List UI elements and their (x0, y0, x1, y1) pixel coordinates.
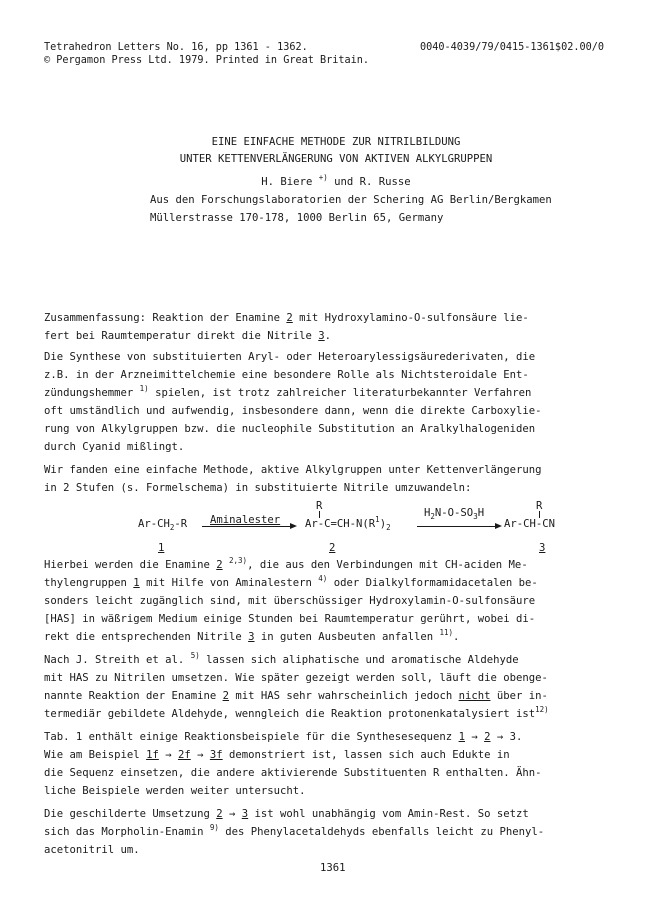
compound-3-bond (539, 511, 540, 518)
para3-line-4: [HAS] in wäßrigem Medium einige Stunden bei Raumtemperatur gerührt, wobei di- (44, 613, 536, 625)
reaction-arrow-1-head (290, 523, 297, 529)
para3-line-5: rekt die entsprechenden Nitrile 3 in guten Ausbeuten anfallen $^{11)}$. (44, 628, 460, 643)
author-1: H. Biere (261, 176, 313, 188)
reference-mark: 12) (535, 705, 549, 714)
journal-citation: Tetrahedron Letters No. 16, pp 1361 - 1362. (44, 42, 308, 53)
reference-mark: 1) (139, 384, 149, 393)
para2-line-2: in 2 Stufen (s. Formelschema) in substituierte Nitrile umzuwandeln: (44, 482, 472, 494)
reference-mark: 9) (209, 823, 219, 832)
para4-line-2: mit HAS zu Nitrilen umsetzen. Wie später gezeigt werden soll, läuft die obenge- (44, 672, 548, 684)
author-1-mark: +) (318, 173, 328, 182)
compound-2-substituent: R (316, 500, 323, 512)
para5-line-3: die Sequenz einsetzen, die andere aktivierende Substituenten R enthalten. Ähn- (44, 767, 542, 779)
article-code: 0040-4039/79/0415-1361$02.00/0 (420, 42, 605, 53)
reaction-arrow-2-head (495, 523, 502, 529)
compound-3-formula: Ar-CH-CN (504, 518, 556, 530)
para1-line-5: rung von Alkylgruppen bzw. die nucleophile Substitution an Aralkylhalogeniden (44, 423, 536, 435)
para4-line-1: Nach J. Streith et al. $^{5)}$ lassen sich aliphatische und aromatische Aldehyde (44, 651, 519, 666)
para1-line-3: zündungshemmer $^{1)}$ spielen, ist trotz zahlreicher literaturbekannter Verfahren (44, 384, 532, 399)
compound-ref: 2 (286, 312, 293, 324)
para3-line-2: thylengruppen 1 mit Hilfe von Aminalestern $^{4)}$ oder Dialkylformamidacetalen be- (44, 574, 538, 589)
para1-line-4: oft umständlich und aufwendig, insbesondere dann, wenn die direkte Carboxylie- (44, 405, 542, 417)
reference-mark: 5) (190, 651, 200, 660)
compound-ref: 3 (318, 330, 325, 342)
para4-line-3: nannte Reaktion der Enamine 2 mit HAS sehr wahrscheinlich jedoch nicht über in- (44, 690, 548, 702)
reagent-aminalester: Aminalester (210, 514, 281, 526)
para5-line-4: liche Beispiele werden weiter untersucht. (44, 785, 306, 797)
compound-3-substituent: R (536, 500, 543, 512)
title-line-2: UNTER KETTENVERLÄNGERUNG VON AKTIVEN ALKYLGRUPPEN (179, 153, 493, 165)
para5-line-1: Tab. 1 enthält einige Reaktionsbeispiele für die Synthesesequenz 1 → 2 → 3. (44, 731, 523, 743)
summary-line-1: Zusammenfassung: Reaktion der Enamine 2 mit Hydroxylamino-O-sulfonsäure lie- (44, 312, 529, 324)
compound-2-bond (319, 511, 320, 518)
para2-line-1: Wir fanden eine einfache Methode, aktive Alkylgruppen unter Kettenverlängerung (44, 464, 542, 476)
author-2: und R. Russe (334, 176, 411, 188)
publisher-line: © Pergamon Press Ltd. 1979. Printed in Great Britain. (44, 55, 370, 66)
summary-line-2: fert bei Raumtemperatur direkt die Nitrile 3. (44, 330, 332, 342)
para5-line-2: Wie am Beispiel 1f → 2f → 3f demonstriert ist, lassen sich auch Edukte in (44, 749, 510, 761)
reference-mark: 4) (318, 574, 328, 583)
affiliation-line-1: Aus den Forschungslaboratorien der Schering AG Berlin/Bergkamen (150, 194, 552, 206)
reagent-has: $H_2N-O-SO_3H$ (424, 507, 485, 521)
para6-line-1: Die geschilderte Umsetzung 2 → 3 ist wohl unabhängig vom Amin-Rest. So setzt (44, 808, 529, 820)
emphasis-nicht: nicht (458, 690, 491, 702)
compound-2-formula: $Ar-C=CH-N(R^1)_2$ (305, 515, 391, 532)
para6-line-3: acetonitril um. (44, 844, 140, 856)
reaction-arrow-1 (202, 526, 290, 527)
compound-2-number: 2 (329, 542, 336, 554)
compound-3-number: 3 (539, 542, 546, 554)
para1-line-2: z.B. in der Arzneimittelchemie eine besondere Rolle als Nichtsteroidale Ent- (44, 369, 529, 381)
compound-1-formula: $Ar-CH_2-R$ (138, 518, 188, 532)
para1-line-6: durch Cyanid mißlingt. (44, 441, 185, 453)
reaction-arrow-2 (417, 526, 495, 527)
para3-line-3: sonders leicht zugänglich sind, mit überschüssiger Hydroxylamin-O-sulfonsäure (44, 595, 536, 607)
para3-line-1: Hierbei werden die Enamine 2 $^{2,3)}$, die aus den Verbindungen mit CH-aciden Me- (44, 556, 528, 571)
para4-line-4: termediär gebildete Aldehyde, wenngleich die Reaktion protonenkatalysiert ist$^{12)}$ (44, 705, 549, 720)
compound-1-number: 1 (158, 542, 165, 554)
para1-line-1: Die Synthese von substituierten Aryl- oder Heteroarylessigsäurederivaten, die (44, 351, 536, 363)
reference-mark: 2,3) (229, 556, 248, 565)
para6-line-2: sich das Morpholin-Enamin $^{9)}$ des Phenylacetaldehyds ebenfalls leicht zu Phenyl- (44, 823, 545, 838)
title-line-1: EINE EINFACHE METHODE ZUR NITRILBILDUNG (211, 136, 461, 148)
authors-line (0, 173, 672, 189)
affiliation-line-2: Müllerstrasse 170-178, 1000 Berlin 65, Germany (150, 212, 444, 224)
reference-mark: 11) (439, 628, 454, 637)
page-number: 1361 (320, 862, 346, 874)
